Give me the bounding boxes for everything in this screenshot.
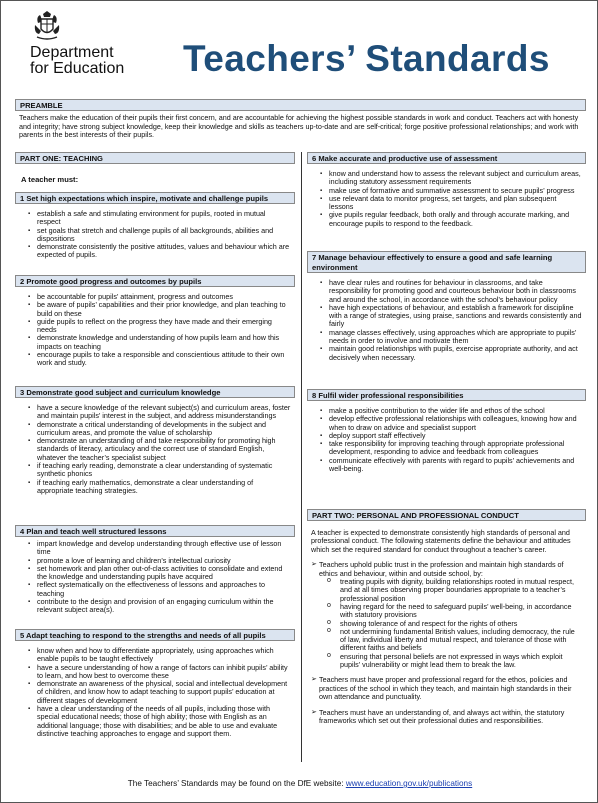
list-item: ▪ give pupils regular feedback, both orally and through accurate marking, and encourage pupils to respond to the feedback. — [307, 211, 582, 228]
list-item: o ensuring that personal beliefs are not expressed in ways which exploit pupils’ vulnerability or might lead them to break the law. — [307, 653, 582, 670]
part-two-item-2-text: Teachers must have proper and professional regard for the ethos, policies and practices of the school in which they teach, and maintain high standards in their own attendance and punctuality. — [319, 675, 572, 702]
list-item: ▪ impart knowledge and develop understanding through effective use of lesson time — [15, 540, 291, 557]
publications-link[interactable]: www.education.gov.uk/publications — [345, 779, 473, 788]
royal-crest-icon — [30, 9, 64, 43]
dept-line-2: for Education — [30, 60, 125, 77]
list-item: ▪ set goals that stretch and challenge pupils of all backgrounds, abilities and dispositions — [15, 227, 291, 244]
list-item: ▪ make use of formative and summative assessment to secure pupils’ progress — [307, 187, 582, 195]
list-item: ▪ set homework and plan other out-of-class activities to consolidate and extend the knowledge and understanding pupils have acquired — [15, 565, 291, 582]
standard-6-heading: 6 Make accurate and productive use of assessment — [307, 152, 586, 164]
list-item: ▪ have high expectations of behaviour, and establish a framework for discipline with a range of strategies, using praise, sanctions and rewards consistently and fairly — [307, 304, 582, 329]
footer — [1, 779, 598, 789]
list-item: o showing tolerance of and respect for the rights of others — [307, 620, 582, 628]
standard-2-heading: 2 Promote good progress and outcomes by pupils — [15, 275, 295, 287]
list-item: ▪ have a clear understanding of the needs of all pupils, including those with special educational needs; those of high ability; those with English as an additional language; those with disabilities; and be able to use and evaluate distinctive teaching approaches to engage and support them. — [15, 705, 291, 738]
part-two-item-1-text: Teachers uphold public trust in the profession and maintain high standards of ethics and behaviour, within and outside school, by: — [319, 560, 564, 578]
standard-4 — [15, 525, 295, 615]
arrow-bullet-icon: ➢ — [311, 561, 317, 569]
part-two-item-1 — [307, 561, 582, 578]
standard-8-heading: 8 Fulfil wider professional responsibilities — [307, 389, 586, 401]
list-item: ▪ if teaching early mathematics, demonstrate a clear understanding of appropriate teaching strategies. — [15, 479, 291, 496]
part-two-sub-list — [307, 578, 586, 669]
list-item: ▪ know when and how to differentiate appropriately, using approaches which enable pupils to be taught effectively — [15, 647, 291, 664]
list-item: ▪ take responsibility for improving teaching through appropriate professional development, responding to advice and feedback from colleagues — [307, 440, 582, 457]
dept-line-1: Department — [30, 44, 114, 61]
list-item: o having regard for the need to safeguard pupils’ well-being, in accordance with statutory provisions — [307, 603, 582, 620]
list-item: ▪ encourage pupils to take a responsible and conscientious attitude to their own work and study. — [15, 351, 291, 368]
header — [1, 1, 598, 93]
list-item: ▪ promote a love of learning and children’s intellectual curiosity — [15, 557, 291, 565]
standard-2-list — [15, 293, 295, 368]
standard-7-heading: 7 Manage behaviour effectively to ensure a good and safe learning environment — [307, 251, 586, 273]
list-item: ▪ have clear rules and routines for behaviour in classrooms, and take responsibility for promoting good and courteous behaviour both in classrooms and around the school, in accordance with the school’s behaviour policy — [307, 279, 582, 304]
page-title: Teachers’ Standards — [183, 38, 550, 79]
part-two — [307, 509, 586, 725]
list-item: ▪ develop effective professional relationships with colleagues, knowing how and when to draw on advice and specialist support — [307, 415, 582, 432]
list-item: o treating pupils with dignity, building relationships rooted in mutual respect, and at all times observing proper boundaries appropriate to a teacher’s professional position — [307, 578, 582, 603]
standard-5 — [15, 629, 295, 738]
list-item: ▪ demonstrate a critical understanding of developments in the subject and curriculum areas, and promote the value of scholarship — [15, 421, 291, 438]
department-name — [30, 45, 124, 77]
list-item: ▪ be accountable for pupils’ attainment, progress and outcomes — [15, 293, 291, 301]
standard-1-heading: 1 Set high expectations which inspire, motivate and challenge pupils — [15, 192, 295, 204]
standard-2 — [15, 275, 295, 368]
list-item: ▪ be aware of pupils’ capabilities and their prior knowledge, and plan teaching to build on these — [15, 301, 291, 318]
list-item: ▪ if teaching early reading, demonstrate a clear understanding of systematic synthetic phonics — [15, 462, 291, 479]
list-item: ▪ have a secure understanding of how a range of factors can inhibit pupils’ ability to learn, and how best to overcome these — [15, 664, 291, 681]
standard-5-heading: 5 Adapt teaching to respond to the strengths and needs of all pupils — [15, 629, 295, 641]
list-item: o not undermining fundamental British values, including democracy, the rule of law, individual liberty and mutual respect, and tolerance of those with different faiths and beliefs — [307, 628, 582, 653]
standard-3-heading: 3 Demonstrate good subject and curriculum knowledge — [15, 386, 295, 398]
list-item: ▪ demonstrate consistently the positive attitudes, values and behaviour which are expected of pupils. — [15, 243, 291, 260]
list-item: ▪ have a secure knowledge of the relevant subject(s) and curriculum areas, foster and maintain pupils’ interest in the subject, and address misunderstandings — [15, 404, 291, 421]
list-item: ▪ demonstrate knowledge and understanding of how pupils learn and how this impacts on teaching — [15, 334, 291, 351]
list-item: ▪ deploy support staff effectively — [307, 432, 582, 440]
arrow-bullet-icon: ➢ — [311, 676, 317, 684]
arrow-bullet-icon: ➢ — [311, 708, 317, 716]
preamble-heading: PREAMBLE — [15, 99, 586, 111]
part-one-heading: PART ONE: TEACHING — [15, 152, 295, 164]
part-two-heading: PART TWO: PERSONAL AND PROFESSIONAL CONDUCT — [307, 509, 586, 521]
list-item: ▪ manage classes effectively, using approaches which are appropriate to pupils’ needs in order to involve and motivate them — [307, 329, 582, 346]
part-two-item-2 — [307, 676, 582, 701]
list-item: ▪ contribute to the design and provision of an engaging curriculum within the relevant subject area(s). — [15, 598, 291, 615]
list-item: ▪ reflect systematically on the effectiveness of lessons and approaches to teaching — [15, 581, 291, 598]
preamble-text: Teachers make the education of their pupils their first concern, and are accountable for achieving the highest possible standards in work and conduct. Teachers act with honesty and integrity; have strong subject knowledge, keep their knowledge and skills as teachers up-to-date and are self-critical; forge positive professional relationships; and work with parents in the best interests of their pupils. — [19, 113, 579, 140]
list-item: ▪ demonstrate an awareness of the physical, social and intellectual development of children, and know how to adapt teaching to support pupils’ education at different stages of development — [15, 680, 291, 705]
standard-5-list — [15, 647, 295, 738]
standard-3-list — [15, 404, 295, 495]
standard-4-list — [15, 540, 295, 615]
standard-8 — [307, 389, 586, 473]
standard-1-list — [15, 210, 295, 260]
footer-text: The Teachers’ Standards may be found on the DfE website: — [127, 779, 346, 788]
standard-7 — [307, 251, 586, 362]
standard-6 — [307, 152, 586, 228]
standard-4-heading: 4 Plan and teach well structured lessons — [15, 525, 295, 537]
standard-8-list — [307, 407, 586, 473]
list-item: ▪ make a positive contribution to the wider life and ethos of the school — [307, 407, 582, 415]
part-two-item-3-text: Teachers must have an understanding of, and always act within, the statutory frameworks which set out their professional duties and responsibilities. — [319, 707, 565, 725]
standard-7-list — [307, 279, 586, 362]
list-item: ▪ guide pupils to reflect on the progress they have made and their emerging needs — [15, 318, 291, 335]
list-item: ▪ know and understand how to assess the relevant subject and curriculum areas, including statutory assessment requirements — [307, 170, 582, 187]
part-two-item-3 — [307, 709, 582, 726]
part-two-intro: A teacher is expected to demonstrate consistently high standards of personal and professional conduct. The following statements define the behaviour and attitudes which set the required standard for conduct throughout a teacher’s career. — [311, 528, 571, 554]
part-one-lead: A teacher must: — [21, 175, 79, 184]
standard-1 — [15, 192, 295, 260]
list-item: ▪ maintain good relationships with pupils, exercise appropriate authority, and act decisively when necessary. — [307, 345, 582, 362]
column-divider — [301, 152, 302, 762]
list-item: ▪ communicate effectively with parents with regard to pupils’ achievements and well-being. — [307, 457, 582, 474]
standard-3 — [15, 386, 295, 495]
standard-6-list — [307, 170, 586, 228]
list-item: ▪ establish a safe and stimulating environment for pupils, rooted in mutual respect — [15, 210, 291, 227]
list-item: ▪ use relevant data to monitor progress, set targets, and plan subsequent lessons — [307, 195, 582, 212]
list-item: ▪ demonstrate an understanding of and take responsibility for promoting high standards of literacy, articulacy and the correct use of standard English, whatever the teacher’s specialist subject — [15, 437, 291, 462]
